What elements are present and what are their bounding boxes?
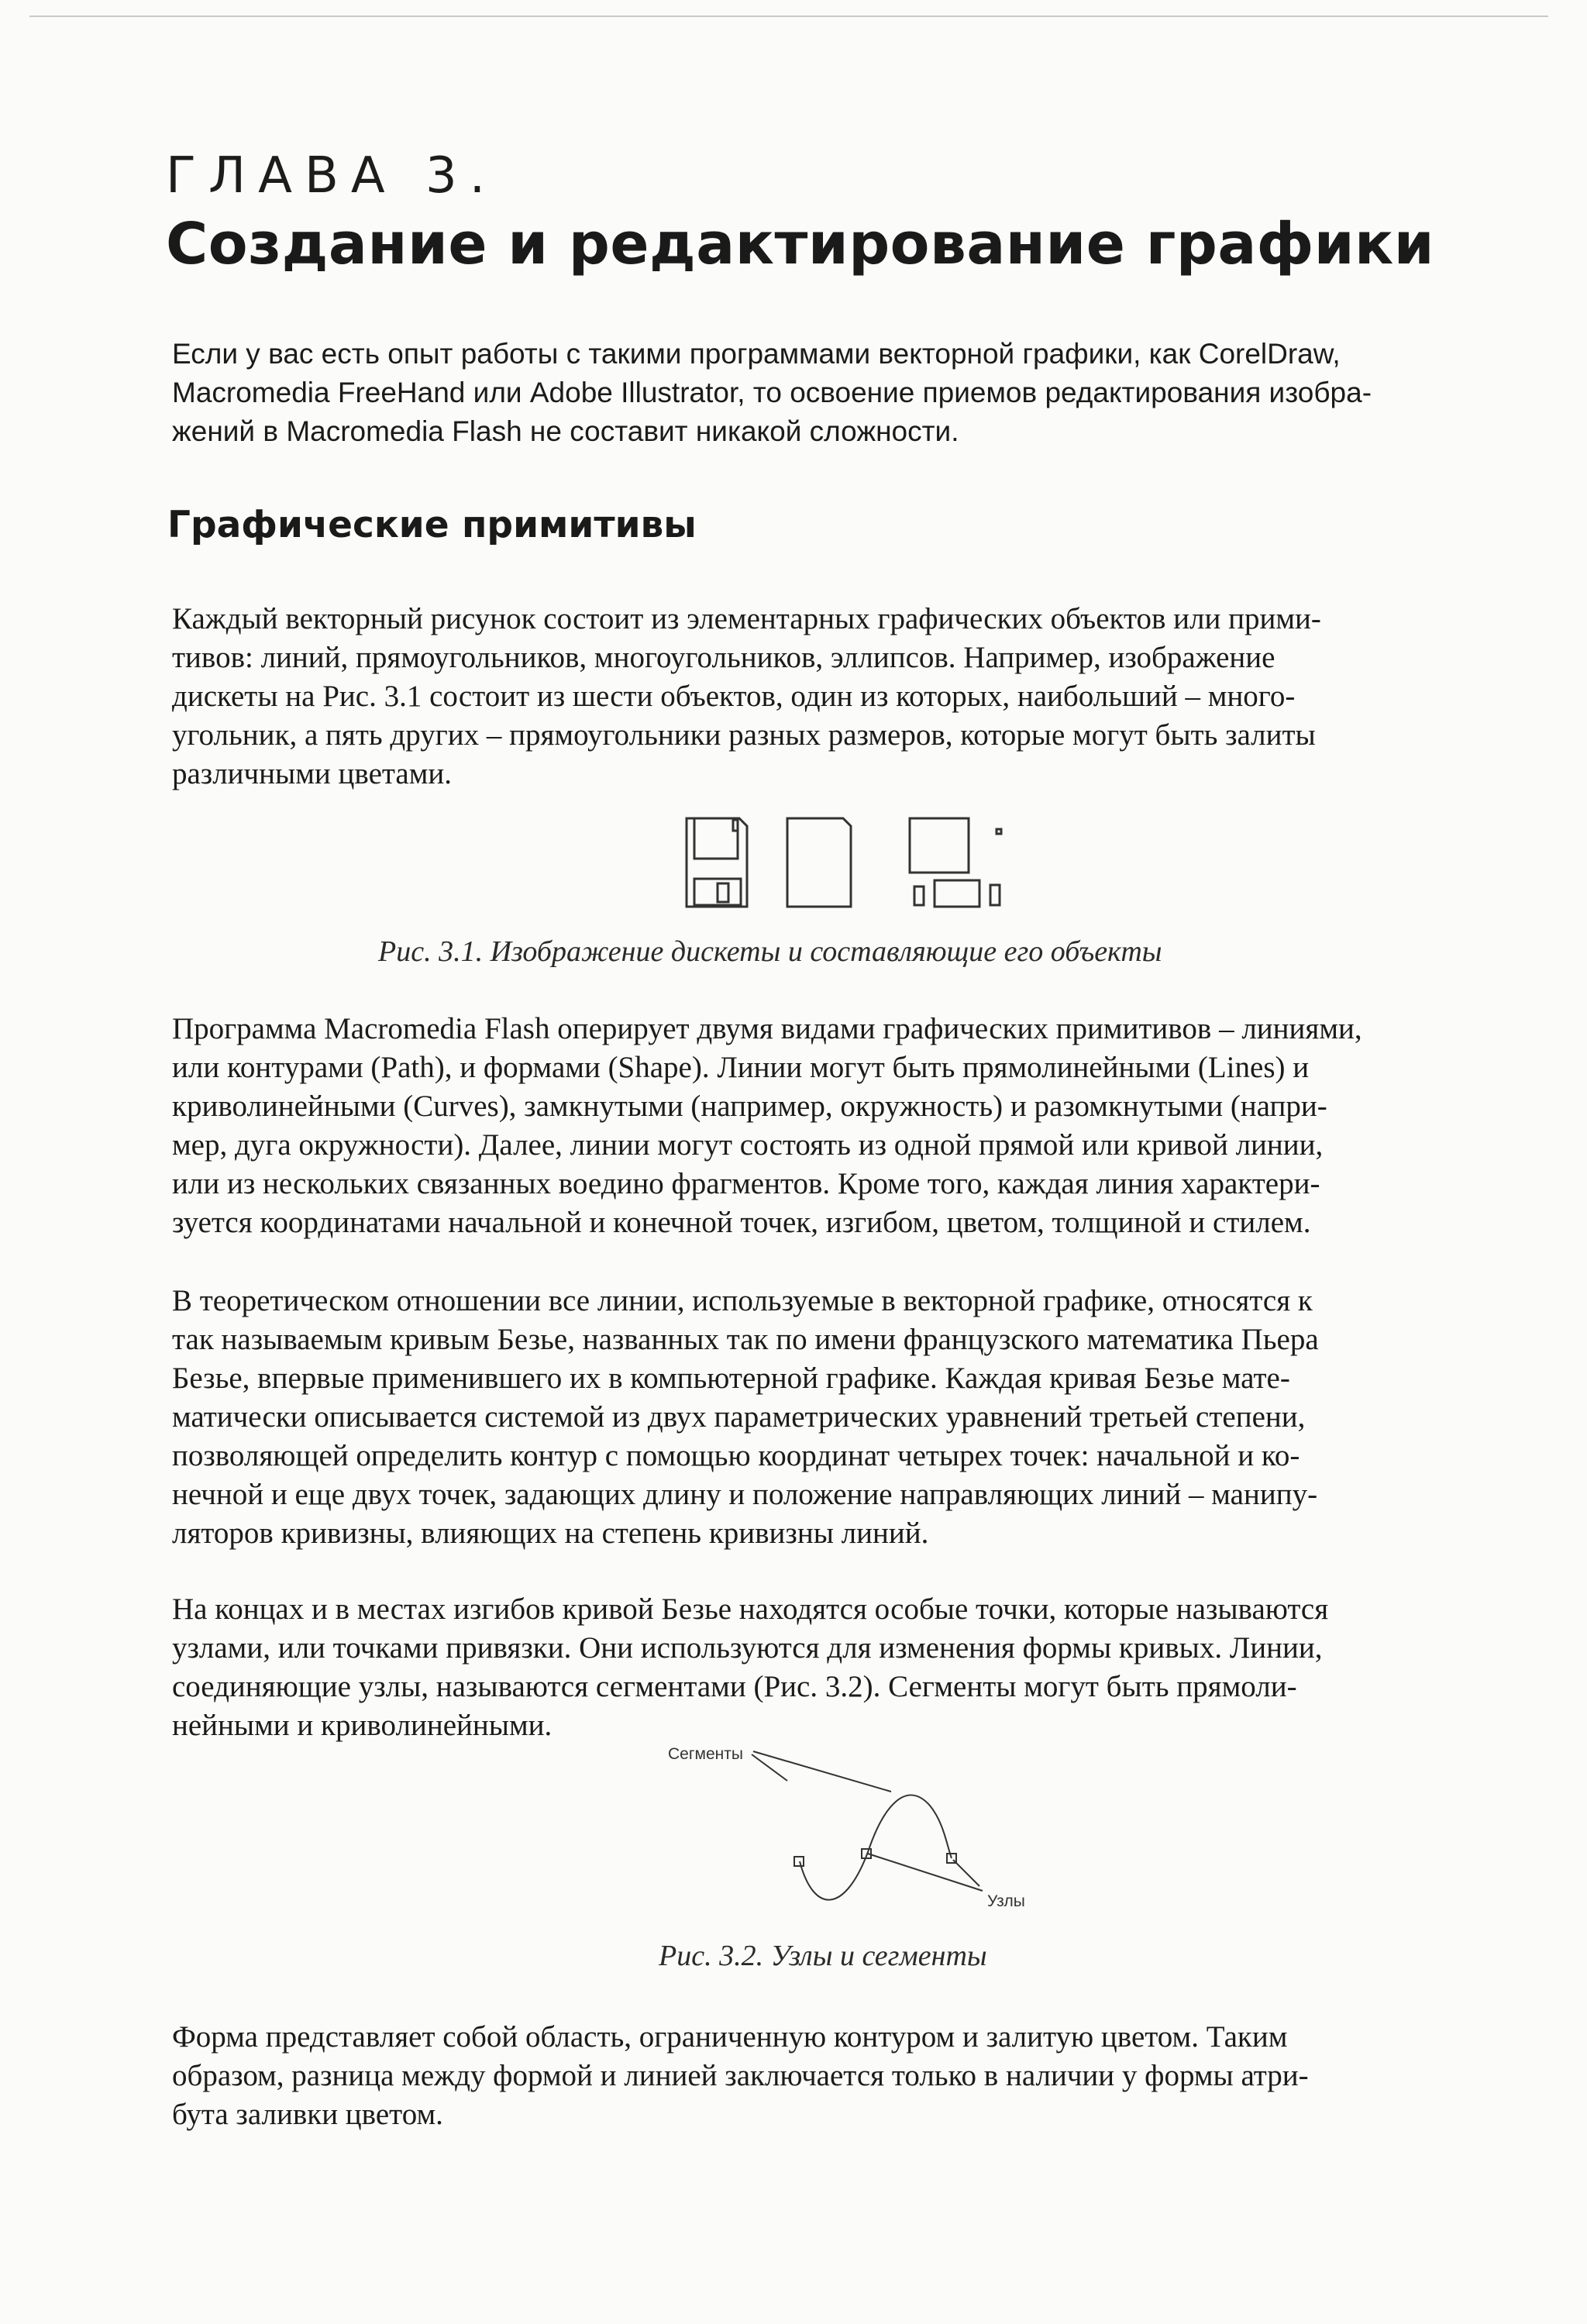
text-line: так называемым кривым Безье, названных так по имени французского математика Пьера	[172, 1323, 1319, 1356]
paragraph-shape	[172, 2018, 1541, 2134]
figure-3-1-caption: Рис. 3.1. Изображение дискеты и составляющие его объекты	[378, 935, 1162, 968]
text-line: нечной и еще двух точек, задающих длину и положение направляющих линий – манипу-	[172, 1478, 1318, 1511]
text-line: или из нескольких связанных воедино фрагментов. Кроме того, каждая линия характери-	[172, 1167, 1320, 1200]
figure-3-2-caption: Рис. 3.2. Узлы и сегменты	[659, 1940, 987, 1972]
text-line: Каждый векторный рисунок состоит из элементарных графических объектов или прими-	[172, 602, 1321, 635]
page-top-rule	[29, 15, 1548, 17]
text-line: матически описывается системой из двух параметрических уравнений третьей степени,	[172, 1400, 1306, 1434]
text-line: или контурами (Path), и формами (Shape). Линии могут быть прямолинейными (Lines) и	[172, 1051, 1310, 1084]
floppy-body-polygon	[787, 818, 851, 907]
text-line: различными цветами.	[172, 757, 453, 790]
text-line: нейными и криволинейными.	[172, 1709, 553, 1742]
paragraph-primitives	[172, 600, 1541, 794]
nodes-label: Узлы	[987, 1892, 1025, 1910]
segments-label: Сегменты	[668, 1745, 743, 1763]
text-line: криволинейными (Curves), замкнутыми (например, окружность) и разомкнутыми (напри-	[172, 1090, 1327, 1123]
text-line: образом, разница между формой и линией заключается только в наличии у формы атри-	[172, 2059, 1309, 2092]
text-line: соединяющие узлы, называются сегментами (Рис. 3.2). Сегменты могут быть прямоли-	[172, 1670, 1297, 1703]
floppy-slot-rectangle	[990, 885, 1000, 905]
text-line: Форма представляет собой область, ограниченную контуром и залитую цветом. Таким	[172, 2020, 1288, 2054]
text-line: узлами, или точками привязки. Они используются для изменения формы кривых. Линии,	[172, 1631, 1323, 1665]
text-line: В теоретическом отношении все линии, используемые в векторной графике, относятся к	[172, 1284, 1313, 1317]
floppy-label-rectangle	[910, 818, 969, 873]
node-marker	[794, 1857, 804, 1866]
text-line: Программа Macromedia Flash оперирует двумя видами графических примитивов – линиями,	[172, 1012, 1362, 1045]
intro-paragraph	[172, 335, 1541, 451]
text-line: Macromedia FreeHand или Adobe Illustrator, то освоение приемов редактирования изобра-	[172, 377, 1372, 408]
chapter-title: Создание и редактирование графики	[166, 211, 1435, 277]
bezier-curve	[800, 1796, 952, 1900]
text-line: позволяющей определить контур с помощью координат четырех точек: начальной и ко-	[172, 1439, 1300, 1472]
floppy-notch-rectangle	[997, 829, 1001, 834]
text-line: На концах и в местах изгибов кривой Безье находятся особые точки, которые называются	[172, 1592, 1329, 1626]
nodes-segments-figure	[659, 1736, 1062, 1914]
text-line: Безье, впервые применившего их в компьютерной графике. Каждая кривая Безье мате-	[172, 1362, 1290, 1395]
floppy-disk-icon	[687, 818, 747, 907]
paragraph-nodes	[172, 1590, 1541, 1745]
text-line: тивов: линий, прямоугольников, многоугольников, эллипсов. Например, изображение	[172, 641, 1275, 674]
floppy-disk-figure	[685, 815, 1018, 916]
text-line: Если у вас есть опыт работы с такими программами векторной графики, как CorelDraw,	[172, 338, 1341, 370]
segments-pointer-line	[752, 1754, 787, 1781]
chapter-label: ГЛАВА 3.	[166, 147, 498, 205]
text-line: дискеты на Рис. 3.1 состоит из шести объектов, один из которых, наибольший – много-	[172, 680, 1296, 713]
floppy-hole-rectangle	[914, 887, 924, 905]
paragraph-path-shape	[172, 1010, 1541, 1242]
text-line: мер, дуга окружности). Далее, линии могут состоять из одной прямой или кривой линии,	[172, 1128, 1324, 1162]
text-line: жений в Macromedia Flash не составит никакой сложности.	[172, 415, 959, 447]
text-line: зуется координатами начальной и конечной точек, изгибом, цветом, толщиной и стилем.	[172, 1206, 1311, 1239]
text-line: бута заливки цветом.	[172, 2098, 443, 2131]
text-line: угольник, а пять других – прямоугольники разных размеров, которые могут быть залиты	[172, 718, 1316, 752]
floppy-shutter-rectangle	[935, 880, 979, 907]
text-line: ляторов кривизны, влияющих на степень кривизны линий.	[172, 1517, 929, 1550]
paragraph-bezier	[172, 1282, 1541, 1553]
section-title: Графические примитивы	[167, 504, 697, 546]
